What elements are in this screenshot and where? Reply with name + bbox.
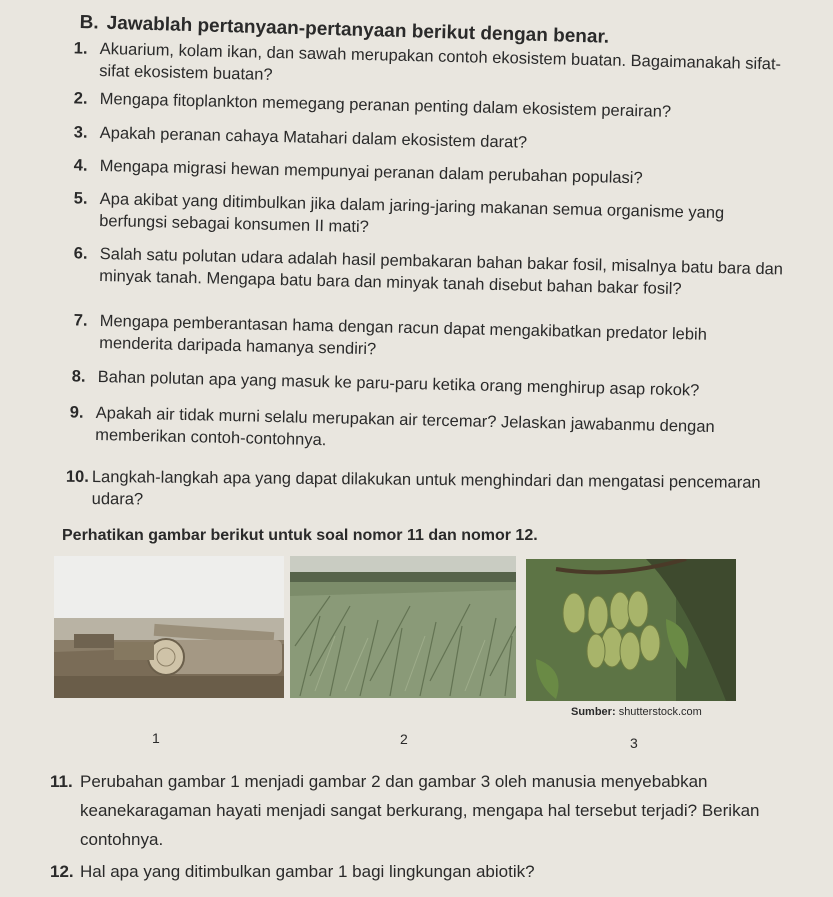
question-8 (71, 366, 788, 404)
question-text: Langkah-langkah apa yang dapat dilakukan untuk menghindari dan mengatasi pencemaran udara? (91, 467, 761, 509)
caption-3: 3 (630, 735, 638, 751)
caption-2: 2 (400, 731, 408, 747)
question-text: Mengapa migrasi hewan mempunyai peranan dalam perubahan populasi? (99, 156, 643, 188)
question-text: Akuarium, kolam ikan, dan sawah merupakan contoh ekosistem buatan. Bagaimanakah sifat-sifat ekosistem buatan? (99, 39, 782, 84)
question-text: Salah satu polutan udara adalah hasil pembakaran bahan bakar fosil, misalnya batu bara dan minyak tanah. Mengapa batu bara dan minyak tanah disebut bahan bakar fosil? (99, 244, 784, 299)
question-5 (73, 188, 785, 248)
question-text: Hal apa yang ditimbulkan gambar 1 bagi lingkungan abiotik? (80, 862, 535, 881)
question-11 (50, 767, 805, 854)
question-text: Perubahan gambar 1 menjadi gambar 2 dan gambar 3 oleh manusia menyebabkan keanekaragaman hayati menjadi sangat berkurang, mengapa hal tersebut terjadi? Berikan contohnya. (80, 772, 760, 849)
question-number: 4. (73, 156, 88, 175)
question-text: Apakah air tidak murni selalu merupakan air tercemar? Jelaskan jawabanmu dengan memberikan contoh-contohnya. (95, 403, 715, 450)
question-12 (50, 857, 805, 886)
source-value: shutterstock.com (618, 706, 702, 718)
question-number: 3. (73, 123, 88, 142)
question-text: Mengapa pemberantasan hama dengan racun dapat mengakibatkan predator lebih menderita daripada hamanya sendiri? (99, 311, 708, 359)
question-number: 8. (71, 367, 86, 386)
question-number: 12. (50, 862, 74, 881)
question-number: 10. (65, 467, 89, 486)
question-7 (73, 310, 785, 370)
caption-1: 1 (152, 730, 160, 746)
question-1 (73, 38, 790, 98)
figure-image-3 (526, 559, 736, 701)
figure-image-2 (290, 556, 516, 698)
question-text: Bahan polutan apa yang masuk ke paru-paru ketika orang menghirup asap rokok? (97, 367, 700, 400)
question-text: Apa akibat yang ditimbulkan jika dalam jaring-jaring makanan semua organisme yang berfungsi sebagai konsumen II mati? (99, 189, 725, 237)
image-source (571, 706, 702, 718)
question-text: Apakah peranan cahaya Matahari dalam ekosistem darat? (99, 123, 528, 152)
question-number: 7. (73, 311, 88, 330)
question-9 (69, 402, 786, 462)
section-title: Jawablah pertanyaan-pertanyaan berikut dengan benar. (106, 12, 610, 48)
question-3 (73, 122, 800, 160)
question-number: 11. (50, 772, 73, 791)
figure-intro: Perhatikan gambar berikut untuk soal nomor 11 dan nomor 12. (62, 527, 538, 544)
question-10 (65, 466, 787, 516)
section-letter: B. (79, 12, 99, 34)
question-number: 1. (73, 39, 88, 58)
question-number: 9. (69, 403, 84, 422)
source-label: Sumber: (571, 706, 616, 718)
question-number: 2. (73, 89, 88, 108)
question-text: Mengapa fitoplankton memegang peranan penting dalam ekosistem perairan? (99, 89, 672, 121)
question-6 (73, 243, 790, 303)
question-number: 5. (73, 189, 88, 208)
question-4 (73, 155, 800, 193)
figure-image-1 (54, 556, 284, 698)
question-number: 6. (73, 244, 88, 263)
